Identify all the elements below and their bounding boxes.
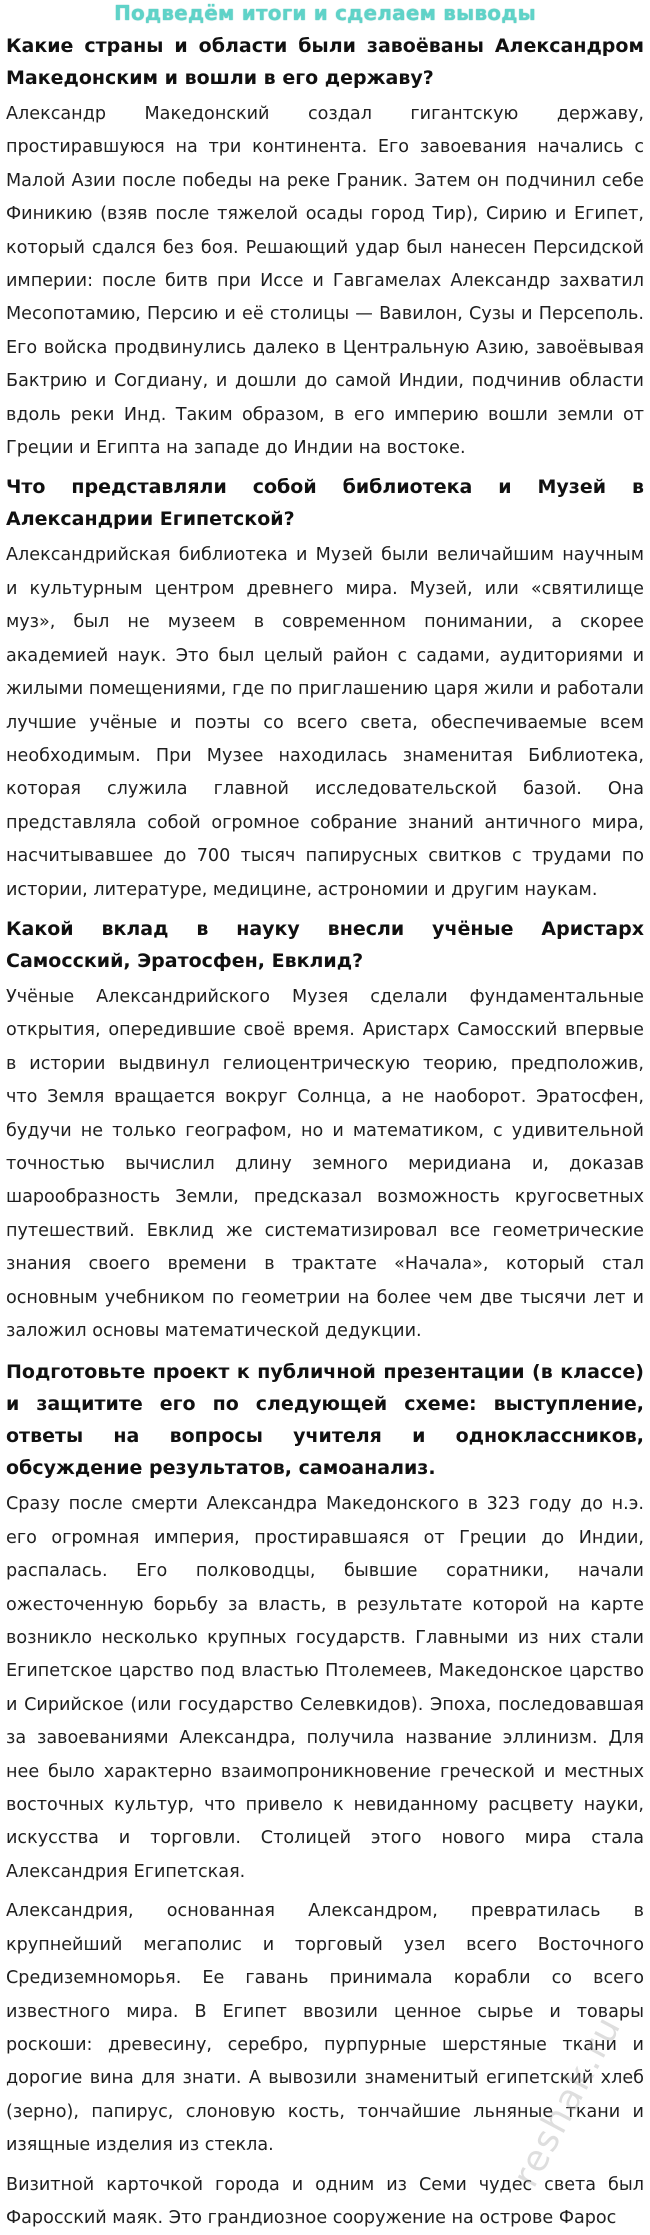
- question-conquests: Какие страны и области были завоёваны Александром Македонским и вошли в его державу?: [6, 35, 644, 89]
- project-paragraph-2: Александрия, основанная Александром, превратилась в крупнейший мегаполис и торговый узел всего Восточного Средиземноморья. Ее гавань принимала корабли со всего известного мира. В Египет ввозили ценное сырье и товары роскоши: древесину, серебро, пурпурные шерстяные ткани и дорогие вина для знати. А вывозили знаменитый египетский хлеб (зерно), папирус, слоновую кость, тончайшие льняные ткани и изящные изделия из стекла.: [6, 1901, 644, 2156]
- banner-title: Подведём итоги и сделаем выводы: [114, 1, 536, 25]
- question-scientists: Какой вклад в науку внесли учёные Аристарх Самосский, Эратосфен, Евклид?: [6, 917, 644, 972]
- answer-scientists: Учёные Александрийского Музея сделали фундаментальные открытия, опередившие своё время. Аристарх Самосский впервые в истории выдвинул гелиоцентрическую теорию, предположив, что Земля вращается вокруг Солнца, а не наоборот. Эратосфен, будучи не только географом, но и математиком, с удивительной точностью вычислил длину земного меридиана и, доказав шарообразность Земли, предсказал возможность кругосветных путешествий. Евклид же систематизировал все геометрические знания своего времени в трактате «Начала», который стал основным учебником по геометрии на более чем две тысячи лет и заложил основы математической дедукции.: [6, 986, 644, 1341]
- watermark: reshak.ru: [505, 2008, 630, 2194]
- question-library-museum: Что представляли собой библиотека и Музей в Александрии Египетской?: [6, 476, 644, 531]
- question-project: Подготовьте проект к публичной презентации (в классе) и защитите его по следующей схеме: выступление, ответы на вопросы учителя и одноклассников, обсуждение результатов, самоанализ.: [6, 1361, 644, 1480]
- answer-library-museum: Александрийская библиотека и Музей были величайшим научным и культурным центром древнего мира. Музей, или «святилище муз», был не музеем в современном понимании, а скорее академией наук. Это был целый район с садами, аудиториями и жилыми помещениями, где по приглашению царя жили и работали лучшие учёные и поэты со всего света, обеспечиваемые всем необходимым. При Музее находилась знаменитая Библиотека, которая служила главной исследовательской базой. Она представляла собой огромное собрание знаний античного мира, насчитывавшее до 700 тысяч папирусных свитков с трудами по истории, литературе, медицине, астрономии и другим наукам.: [6, 545, 644, 900]
- project-paragraph-3: Визитной карточкой города и одним из Семи чудес света был Фаросский маяк. Это грандиозное сооружение на острове Фарос: [6, 2174, 644, 2228]
- summary-banner: [6, 0, 644, 26]
- answer-conquests: Александр Македонский создал гигантскую державу, простиравшуюся на три континента. Его завоевания начались с Малой Азии после победы на реке Граник. Затем он подчинил себе Финикию (взяв после тяжелой осады город Тир), Сирию и Египет, который сдался без боя. Решающий удар был нанесен Персидской империи: после битв при Иссе и Гавгамелах Александр захватил Месопотамию, Персию и её столицы — Вавилон, Сузы и Персеполь. Его войска продвинулись далеко в Центральную Азию, завоёвывая Бактрию и Согдиану, и дошли до самой Индии, подчинив области вдоль реки Инд. Таким образом, в его империю вошли земли от Греции и Египта на западе до Индии на востоке.: [6, 104, 644, 459]
- project-paragraph-1: Сразу после смерти Александра Македонского в 323 году до н.э. его огромная империя, простиравшаяся от Греции до Индии, распалась. Его полководцы, бывшие соратники, начали ожесточенную борьбу за власть, в результате которой на карте возникло несколько крупных государств. Главными из них стали Египетское царство под властью Птолемеев, Македонское царство и Сирийское (или государство Селевкидов). Эпоха, последовавшая за завоеваниями Александра, получила название эллинизм. Для нее было характерно взаимопроникновение греческой и местных восточных культур, что привело к невиданному расцвету науки, искусства и торговли. Столицей этого нового мира стала Александрия Египетская.: [6, 1494, 644, 1882]
